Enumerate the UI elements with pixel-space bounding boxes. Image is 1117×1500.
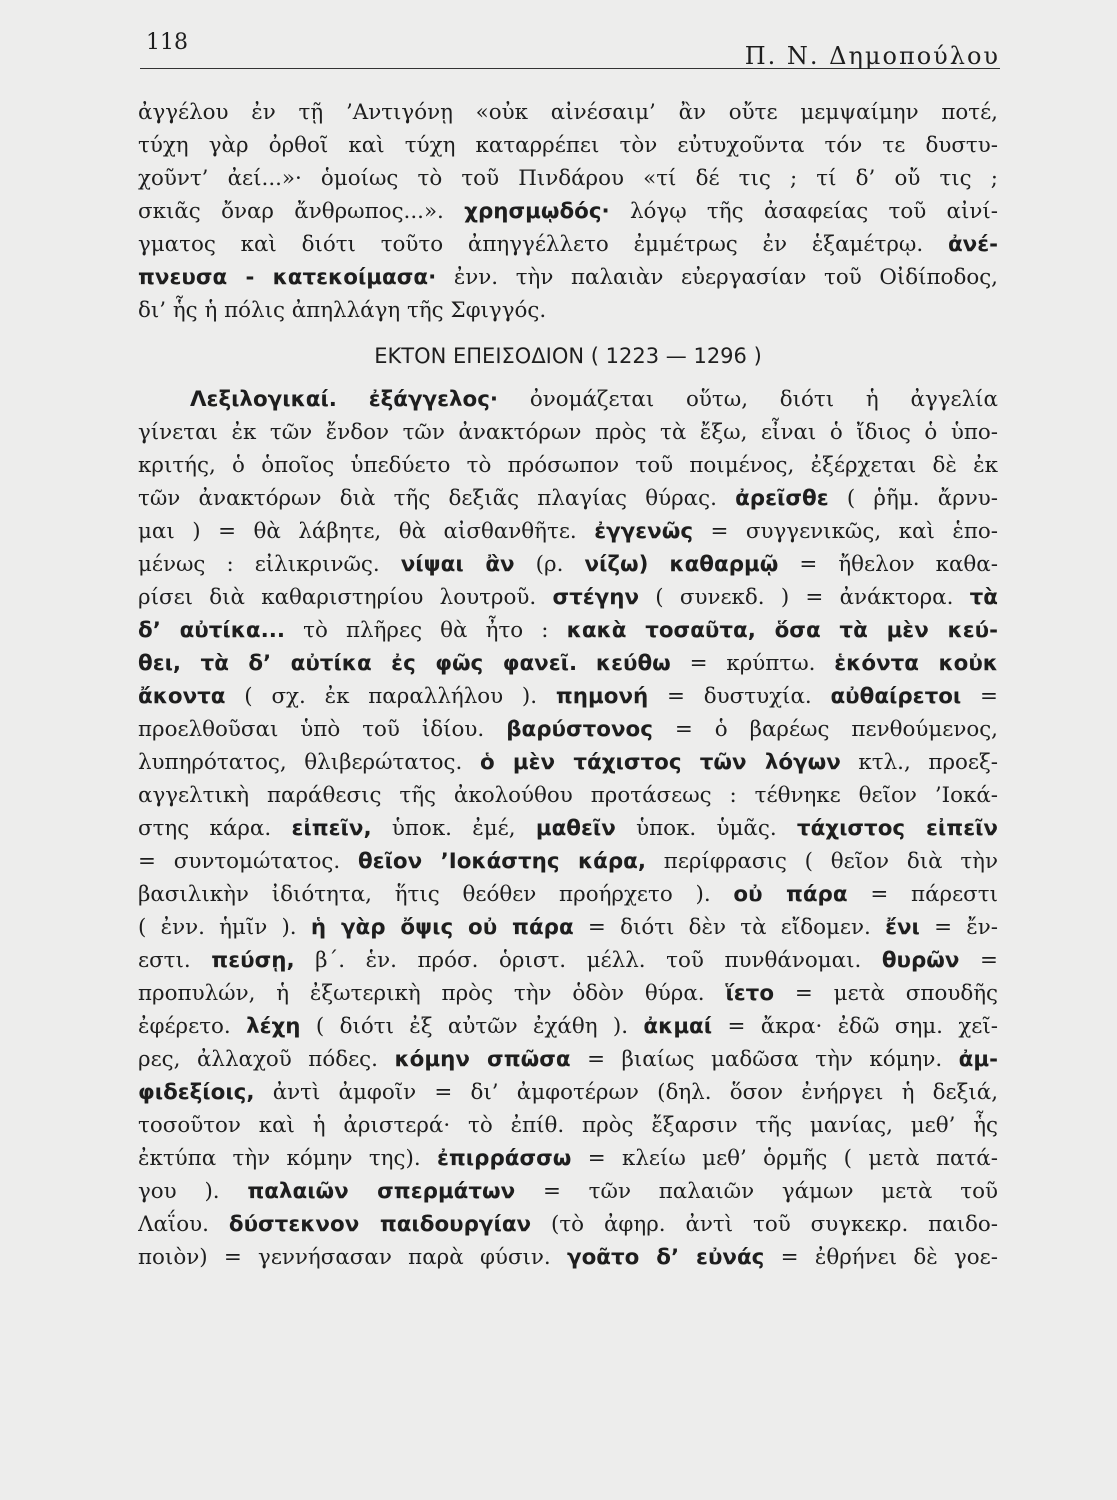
text-span: κτλ., προεξ- — [840, 750, 998, 775]
bold-term: δ’ αὐτίκα... — [138, 618, 285, 643]
text-span: = — [961, 684, 998, 709]
text-line — [138, 1241, 998, 1274]
text-line — [138, 977, 998, 1010]
text-line — [138, 713, 998, 746]
text-span: ὑποκ. ἐμέ, — [371, 816, 536, 841]
text-span: = μετὰ σπουδῆς — [774, 981, 998, 1006]
text-span: = κρύπτω. — [670, 651, 835, 676]
text-span: ( ῥῆμ. ἄρνυ- — [828, 486, 998, 511]
bold-term: ἀρεῖσθε — [735, 486, 829, 511]
text-span: τύχη γὰρ ὀρθοῖ καὶ τύχη καταρρέπει τὸν εὐτυχοῦντα τόν τε δυστυ- — [138, 133, 998, 158]
text-span: = βιαίως μαδῶσα τὴν κόμην. — [570, 1047, 959, 1072]
text-line — [138, 195, 998, 228]
text-span: β΄. ἑν. πρόσ. ὁριστ. μέλλ. τοῦ πυνθάνομαι. — [294, 948, 882, 973]
text-line — [138, 1043, 998, 1076]
text-line — [138, 482, 998, 515]
bold-term: θει, τὰ δ’ αὐτίκα ἐς φῶς φανεῖ. — [138, 651, 578, 676]
bold-term: ἀμ- — [958, 1047, 998, 1072]
text-span: ἐφέρετο. — [138, 1014, 247, 1039]
text-line — [138, 261, 998, 294]
bold-term: τὰ — [969, 585, 998, 610]
text-line — [138, 1076, 998, 1109]
bold-term: ἀνέ- — [947, 232, 998, 257]
bold-term: παλαιῶν σπερμάτων — [247, 1179, 516, 1204]
bold-term: πνευσα - κατεκοίμασα· — [138, 265, 437, 290]
text-span: λυπηρότατος, θλιβερώτατος. — [138, 750, 480, 775]
text-span: (ρ. — [514, 552, 585, 577]
bold-term: ἑκόντα κοὐκ — [834, 651, 998, 676]
text-span — [337, 387, 369, 412]
text-span: = συγγενικῶς, καὶ ἑπο- — [693, 519, 998, 544]
bold-term: ἡ γὰρ ὄψις οὐ πάρα — [310, 915, 574, 940]
text-span: γίνεται ἐκ τῶν ἔνδον τῶν ἀνακτόρων πρὸς τὰ ἔξω, εἶναι ὁ ἴδιος ὁ ὑπο- — [138, 420, 998, 445]
text-span: = κλείω μεθ’ ὁρμῆς ( μετὰ πατά- — [571, 1146, 998, 1171]
text-span: κριτής, ὁ ὁποῖος ὑπεδύετο τὸ πρόσωπον τοῦ ποιμένος, ἐξέρχεται δὲ ἐκ — [138, 453, 998, 478]
text-span: = πάρεστι — [847, 882, 998, 907]
text-line — [138, 162, 998, 195]
bold-term: πεύσῃ, — [211, 948, 295, 973]
text-line — [138, 129, 998, 162]
text-span: μένως : εἰλικρινῶς. — [138, 552, 401, 577]
bold-term: οὐ πάρα — [733, 882, 848, 907]
text-span: ποιὸν) = γεννήσασαν παρὰ φύσιν. — [138, 1245, 568, 1270]
text-line — [138, 1175, 998, 1208]
text-line — [138, 878, 998, 911]
text-span: ( ἐνν. ἡμῖν ). — [138, 915, 311, 940]
text-span: ( διότι ἐξ αὐτῶν ἐχάθη ). — [300, 1014, 644, 1039]
bold-term: αὐθαίρετοι — [830, 684, 962, 709]
text-line — [138, 614, 998, 647]
bold-term: ἐξάγγελος· — [368, 387, 499, 412]
text-line — [138, 416, 998, 449]
bold-term: ἄκοντα — [138, 684, 226, 709]
text-span: σκιᾶς ὄναρ ἄνθρωπος...». — [138, 199, 465, 224]
text-line — [138, 680, 998, 713]
running-title: Π. Ν. Δημοπούλου — [744, 42, 1000, 70]
bold-term: ἐπιρράσσω — [436, 1146, 572, 1171]
text-line — [138, 548, 998, 581]
text-line — [138, 779, 998, 812]
text-span: προελθοῦσαι ὑπὸ τοῦ ἰδίου. — [138, 717, 507, 742]
text-span: = διότι δὲν τὰ εἴδομεν. — [573, 915, 886, 940]
text-span: = — [959, 948, 998, 973]
bold-term: θεῖον ’Ιοκάστης κάρα, — [357, 849, 646, 874]
text-span: Λαΐου. — [138, 1212, 229, 1237]
bold-term: ἵετο — [725, 981, 775, 1006]
bold-term: ἐγγενῶς — [594, 519, 693, 544]
text-line — [138, 812, 998, 845]
text-span: γου ). — [138, 1179, 248, 1204]
text-span: βασιλικὴν ἰδιότητα, ἥτις θεόθεν προήρχετο ). — [138, 882, 734, 907]
text-span: = ἤθελον καθα- — [778, 552, 998, 577]
text-span: = ὁ βαρέως πενθούμενος, — [652, 717, 998, 742]
text-line — [138, 228, 998, 261]
text-span: δι’ ἧς ἡ πόλις ἀπηλλάγη τῆς Σφιγγός. — [138, 298, 547, 323]
text-span: στης κάρα. — [138, 816, 292, 841]
text-span: (τὸ ἀφηρ. ἀντὶ τοῦ συγκεκρ. παιδο- — [531, 1212, 998, 1237]
text-line — [138, 845, 998, 878]
text-span: = ἄκρα· ἐδῶ σημ. χεῖ- — [712, 1014, 998, 1039]
bold-term: εἰπεῖν, — [291, 816, 372, 841]
text-span: ( συνεκδ. ) = ἀνάκτορα. — [639, 585, 970, 610]
bold-term: στέγην — [552, 585, 640, 610]
text-span: = δυστυχία. — [648, 684, 831, 709]
text-span: = ἔν- — [919, 915, 998, 940]
bold-term: κακὰ τοσαῦτα, ὅσα τὰ μὲν κεύ- — [566, 618, 998, 643]
section-heading: ΕΚΤΟΝ ΕΠΕΙΣΟΔΙΟΝ ( 1223 — 1296 ) — [374, 344, 762, 368]
text-span: τοσοῦτον καὶ ἡ ἀριστερά· τὸ ἐπίθ. πρὸς ἔξαρσιν τῆς μανίας, μεθ’ ἧς — [138, 1113, 998, 1138]
text-line — [138, 449, 998, 482]
text-span: ἐνν. τὴν παλαιὰν εὐεργασίαν τοῦ Οἰδίποδος, — [436, 265, 998, 290]
text-line — [138, 294, 998, 327]
page-number: 118 — [146, 30, 188, 55]
text-span — [648, 552, 669, 577]
text-line — [138, 944, 998, 977]
bold-term: κεύθω — [595, 651, 671, 676]
text-span: εστι. — [138, 948, 212, 973]
text-line — [138, 96, 998, 129]
text-span: λόγῳ τῆς ἀσαφείας τοῦ αἰνί- — [609, 199, 998, 224]
running-head — [140, 28, 1000, 69]
bold-term: τάχιστος εἰπεῖν — [796, 816, 998, 841]
bold-term: κόμην σπῶσα — [394, 1047, 571, 1072]
text-span: ὀνομάζεται οὕτω, διότι ἡ ἀγγελία — [498, 387, 998, 412]
text-span: ἀγγέλου ἐν τῇ ’Αντιγόνῃ «οὐκ αἰνέσαιμ’ ἂν οὔτε μεμψαίμην ποτέ, — [138, 100, 998, 125]
text-span: αγγελτικὴ παράθεσις τῆς ἀκολούθου προτάσεως : τέθνηκε θεῖον ’Ιοκά- — [138, 783, 998, 808]
text-span: ὑποκ. ὑμᾶς. — [615, 816, 797, 841]
bold-term: ἔνι — [885, 915, 920, 940]
text-line — [138, 1109, 998, 1142]
bold-term: ὁ μὲν τάχιστος τῶν λόγων — [479, 750, 841, 775]
bold-term: γοᾶτο δ’ εὐνάς — [567, 1245, 765, 1270]
bold-term: λέχη — [246, 1014, 301, 1039]
text-line — [138, 1010, 998, 1043]
body-text — [138, 96, 998, 1274]
text-line — [138, 911, 998, 944]
text-span: ρες, ἀλλαχοῦ πόδες. — [138, 1047, 395, 1072]
bold-term: φιδεξίοις, — [138, 1080, 255, 1105]
bold-term: πημονή — [555, 684, 649, 709]
text-line — [138, 383, 998, 416]
text-span — [577, 651, 596, 676]
text-line — [138, 1142, 998, 1175]
text-span: ρίσει διὰ καθαριστηρίου λουτροῦ. — [138, 585, 553, 610]
bold-term: δύστεκνον παιδουργίαν — [228, 1212, 532, 1237]
bold-term: νίζω) — [584, 552, 649, 577]
text-span: περίφρασις ( θεῖον διὰ τὴν — [645, 849, 998, 874]
text-span: μαι ) = θὰ λάβητε, θὰ αἰσθανθῆτε. — [138, 519, 595, 544]
bold-term: Λεξιλογικαί. — [190, 387, 337, 412]
bold-term: καθαρμῷ — [669, 552, 779, 577]
bold-term: νίψαι ἂν — [400, 552, 515, 577]
text-span: προπυλών, ἡ ἐξωτερικὴ πρὸς τὴν ὁδὸν θύρα. — [138, 981, 726, 1006]
text-span: ἀντὶ ἀμφοῖν = δι’ ἀμφοτέρων (δηλ. ὅσον ἐνήργει ἡ δεξιά, — [254, 1080, 998, 1105]
text-line — [138, 647, 998, 680]
bold-term: ἀκμαί — [643, 1014, 713, 1039]
text-span: ἐκτύπα τὴν κόμην της). — [138, 1146, 437, 1171]
text-span: ( σχ. ἐκ παραλλήλου ). — [225, 684, 556, 709]
text-span: τὸ πλῆρες θὰ ἦτο : — [285, 618, 567, 643]
text-span: = τῶν παλαιῶν γάμων μετὰ τοῦ — [515, 1179, 998, 1204]
text-line — [138, 515, 998, 548]
bold-term: βαρύστονος — [506, 717, 653, 742]
text-span: = συντομώτατος. — [138, 849, 358, 874]
bold-term: θυρῶν — [881, 948, 960, 973]
text-line — [138, 581, 998, 614]
text-span: τῶν ἀνακτόρων διὰ τῆς δεξιᾶς πλαγίας θύρας. — [138, 486, 736, 511]
bold-term: μαθεῖν — [535, 816, 616, 841]
text-span: γματος καὶ διότι τοῦτο ἀπηγγέλλετο ἐμμέτρως ἐν ἑξαμέτρῳ. — [138, 232, 948, 257]
text-line — [138, 746, 998, 779]
text-span: = ἐθρήνει δὲ γοε- — [764, 1245, 998, 1270]
text-line — [138, 1208, 998, 1241]
text-span: χοῦντ’ ἀεί...»· ὁμοίως τὸ τοῦ Πινδάρου «τί δέ τις ; τί δ’ οὔ τις ; — [138, 166, 998, 191]
bold-term: χρησμῳδός· — [464, 199, 610, 224]
